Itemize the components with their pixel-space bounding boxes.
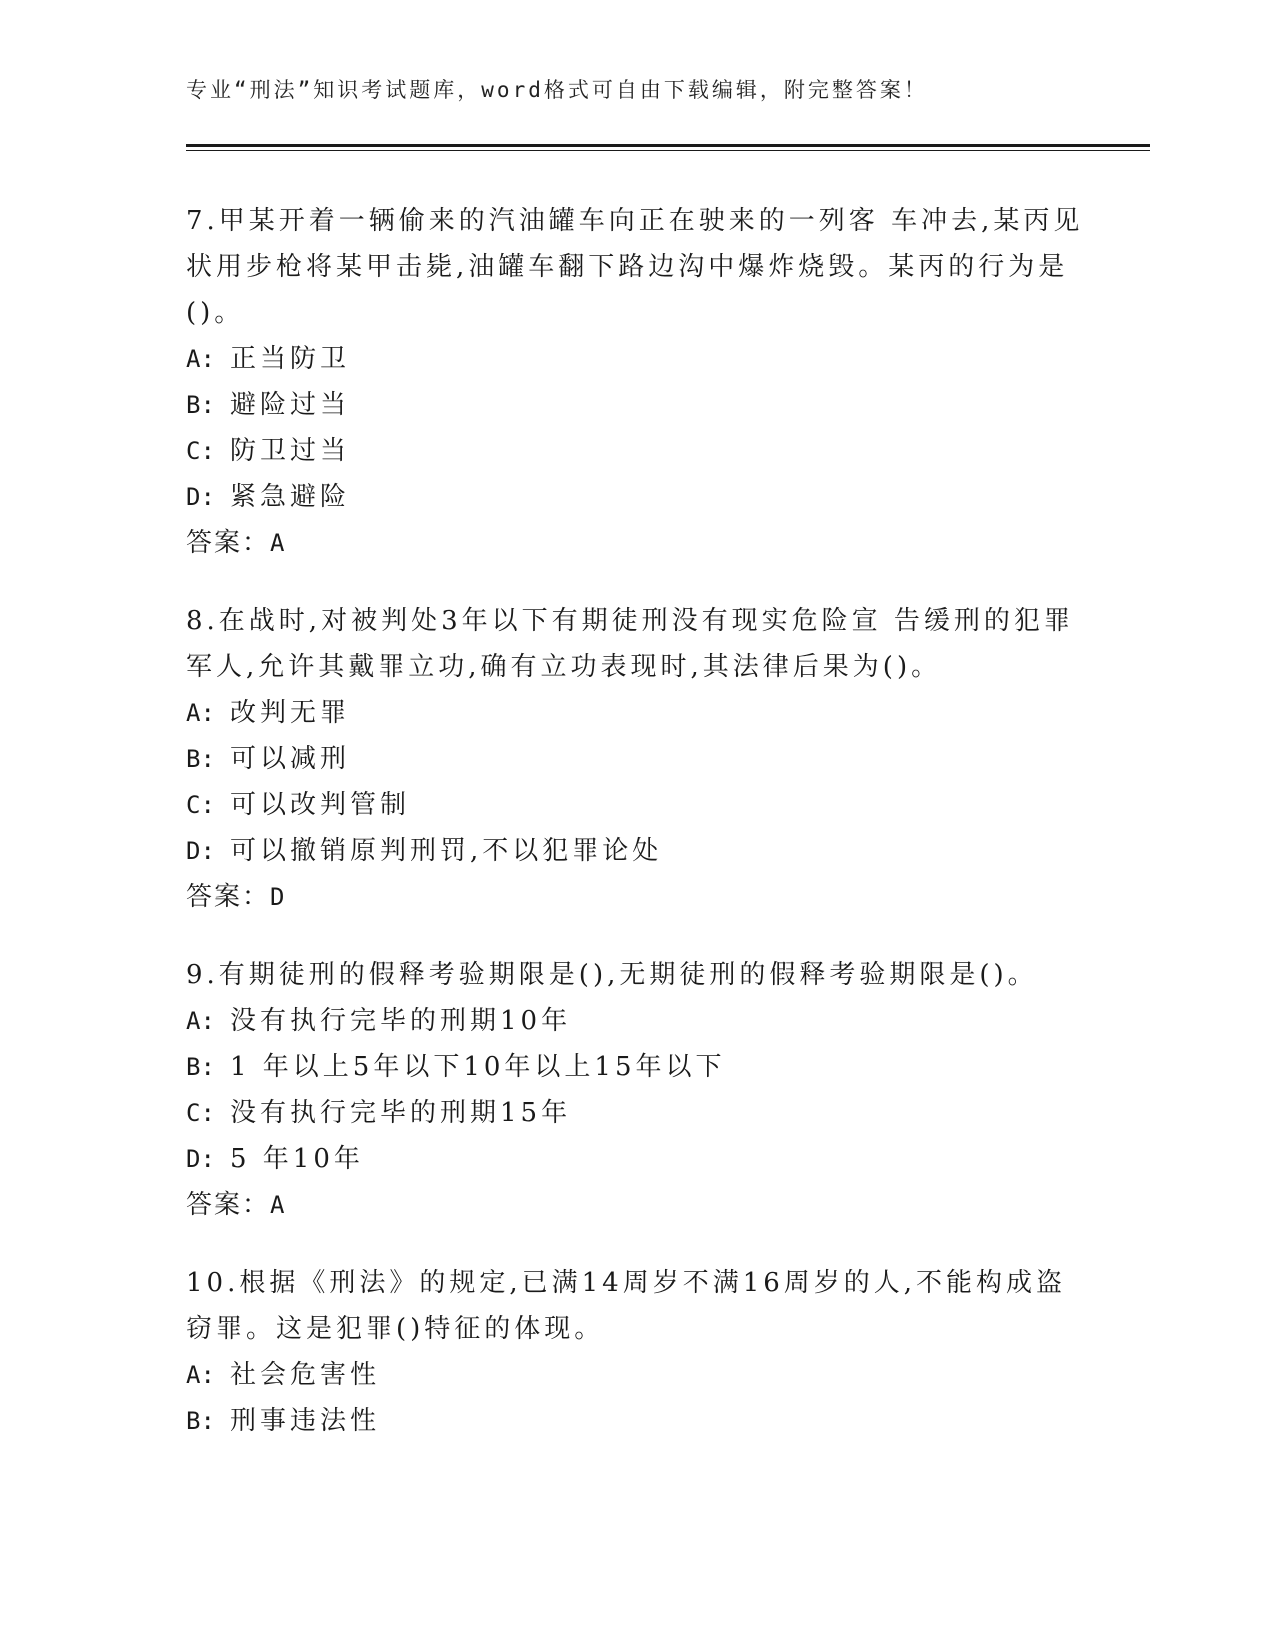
option-letter: C: (186, 437, 215, 465)
option-b (186, 736, 1086, 782)
option-d (186, 1136, 1086, 1182)
option-text: 刑事违法性 (230, 1406, 381, 1436)
question-7 (186, 198, 1086, 566)
option-d (186, 828, 1086, 874)
option-text: 避险过当 (230, 390, 351, 420)
option-letter: B: (186, 1407, 215, 1435)
answer-value: D (270, 883, 287, 911)
answer-value: A (270, 529, 287, 557)
option-letter: A: (186, 1007, 215, 1035)
page-header: 专业“刑法”知识考试题库，word格式可自由下载编辑，附完整答案！ (186, 78, 928, 102)
option-letter: C: (186, 1099, 215, 1127)
option-letter: A: (186, 1361, 215, 1389)
question-stem: 7.甲某开着一辆偷来的汽油罐车向正在驶来的一列客 车冲去,某丙见状用步枪将某甲击毙,油罐车翻下路边沟中爆炸烧毁。某丙的行为是()。 (186, 206, 1084, 328)
option-letter: C: (186, 791, 215, 819)
answer-value: A (270, 1191, 287, 1219)
option-text: 改判无罪 (230, 698, 351, 728)
question-stem: 9.有期徒刑的假释考验期限是(),无期徒刑的假释考验期限是()。 (186, 960, 1038, 990)
option-b (186, 1398, 1086, 1444)
option-c (186, 428, 1086, 474)
option-letter: B: (186, 745, 215, 773)
option-letter: A: (186, 699, 215, 727)
option-c (186, 782, 1086, 828)
option-text: 可以改判管制 (230, 790, 411, 820)
option-text: 正当防卫 (230, 344, 351, 374)
header-rule (186, 144, 1150, 147)
option-text: 1 年以上5年以下10年以上15年以下 (230, 1052, 726, 1082)
answer-line (186, 874, 1086, 920)
question-9 (186, 952, 1086, 1228)
option-text: 防卫过当 (230, 436, 351, 466)
answer-label: 答案： (186, 882, 271, 912)
option-text: 社会危害性 (230, 1360, 381, 1390)
answer-label: 答案： (186, 1190, 271, 1220)
answer-line (186, 520, 1086, 566)
question-stem: 8.在战时,对被判处3年以下有期徒刑没有现实危险宣 告缓刑的犯罪军人,允许其戴罪立功,确有立功表现时,其法律后果为()。 (186, 606, 1074, 682)
option-letter: D: (186, 837, 215, 865)
answer-label: 答案： (186, 528, 271, 558)
option-b (186, 1044, 1086, 1090)
option-a (186, 998, 1086, 1044)
option-text: 没有执行完毕的刑期15年 (230, 1098, 572, 1128)
option-text: 紧急避险 (230, 482, 351, 512)
option-text: 可以减刑 (230, 744, 351, 774)
option-a (186, 336, 1086, 382)
option-letter: B: (186, 1053, 215, 1081)
option-text: 没有执行完毕的刑期10年 (230, 1006, 572, 1036)
question-stem: 10.根据《刑法》的规定,已满14周岁不满16周岁的人,不能构成盗窃罪。这是犯罪()特征的体现。 (186, 1268, 1067, 1344)
option-text: 5 年10年 (230, 1144, 364, 1174)
option-b (186, 382, 1086, 428)
option-a (186, 1352, 1086, 1398)
option-letter: B: (186, 391, 215, 419)
question-list (186, 198, 1086, 1476)
option-a (186, 690, 1086, 736)
option-text: 可以撤销原判刑罚,不以犯罪论处 (230, 836, 663, 866)
question-10 (186, 1260, 1086, 1444)
option-letter: D: (186, 483, 215, 511)
option-d (186, 474, 1086, 520)
option-letter: A: (186, 345, 215, 373)
answer-line (186, 1182, 1086, 1228)
question-8 (186, 598, 1086, 920)
header-rule-thin (186, 150, 1150, 151)
option-c (186, 1090, 1086, 1136)
option-letter: D: (186, 1145, 215, 1173)
